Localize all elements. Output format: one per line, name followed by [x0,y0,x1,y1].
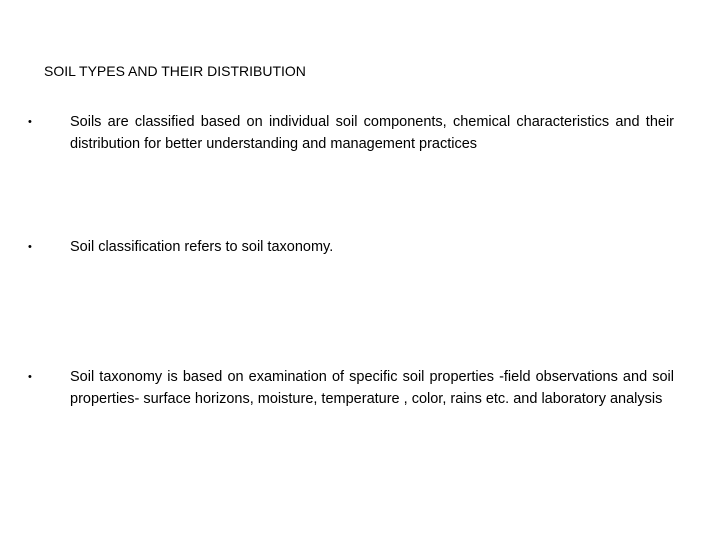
bullet-text: Soils are classified based on individual soil components, chemical characteristics and their distribution for better understanding and management practices [70,114,674,152]
bullet-text: Soil classification refers to soil taxonomy. [70,239,334,255]
bullet-icon: • [28,241,32,253]
bullet-item [28,112,674,155]
bullet-item [28,367,674,410]
slide-title: SOIL TYPES AND THEIR DISTRIBUTION [44,63,306,79]
bullet-text: Soil taxonomy is based on examination of specific soil properties -field observations and soil properties- surface horizons, moisture, temperature , color, rains etc. and laboratory analysis [70,369,674,407]
bullet-item [28,237,674,259]
bullet-icon: • [28,116,32,128]
bullet-icon: • [28,371,32,383]
